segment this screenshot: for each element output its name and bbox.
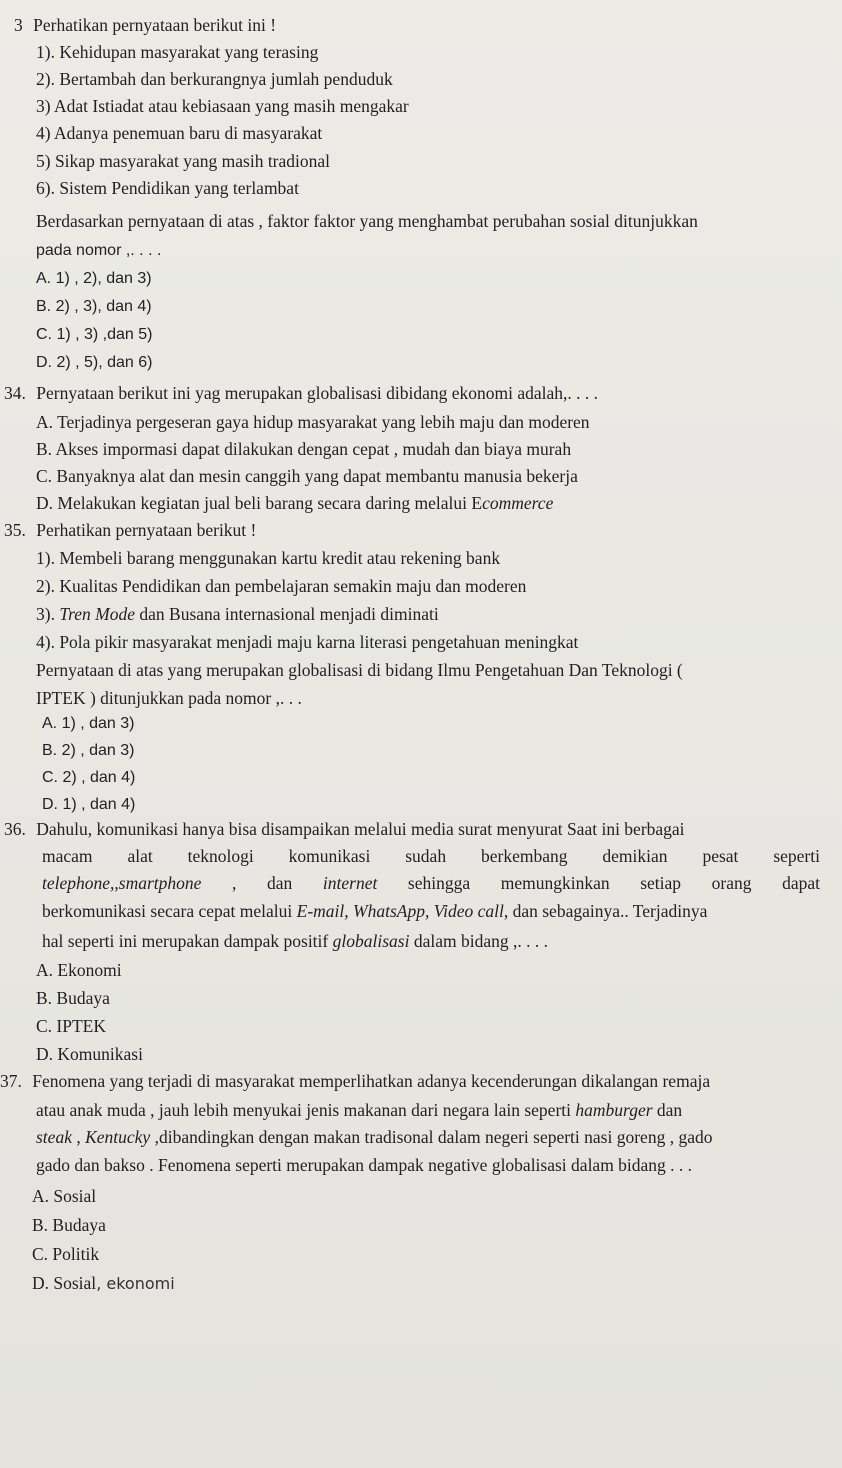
statement-item: 3) Adat Istiadat atau kebiasaan yang masih mengakar xyxy=(36,96,409,116)
question-text: berkomunikasi secara cepat melalui E-mail, WhatsApp, Video call, dan sebagainya.. Terjadinya xyxy=(42,901,708,921)
question-number: 3 xyxy=(14,15,23,35)
statement-item: 6). Sistem Pendidikan yang terlambat xyxy=(36,178,299,198)
option-a: A. 1) , 2), dan 3) xyxy=(36,270,152,287)
question-title: Pernyataan berikut ini yag merupakan globalisasi dibidang ekonomi adalah,. . . . xyxy=(36,383,599,403)
option-a: A. Terjadinya pergeseran gaya hidup masyarakat yang lebih maju dan moderen xyxy=(36,412,590,432)
question-text: Fenomena yang terjadi di masyarakat memperlihatkan adanya kecenderungan dikalangan remaja xyxy=(32,1071,711,1091)
option-c: C. 1) , 3) ,dan 5) xyxy=(36,326,153,343)
option-d: D. Melakukan kegiatan jual beli barang secara daring melalui Ecommerce xyxy=(36,493,554,513)
option-d: D. Sosial, ekonomi xyxy=(32,1273,175,1293)
question-text: Dahulu, komunikasi hanya bisa disampaikan melalui media surat menyurat Saat ini berbagai xyxy=(36,819,685,839)
option-b: B. 2) , 3), dan 4) xyxy=(36,298,152,315)
question-text: steak , Kentucky ,dibandingkan dengan makan tradisonal dalam negeri seperti nasi goreng , gado xyxy=(36,1127,713,1147)
option-c: C. Politik xyxy=(32,1244,100,1264)
statement-item: 1). Membeli barang menggunakan kartu kredit atau rekening bank xyxy=(36,548,501,568)
question-number: 36. xyxy=(4,819,26,839)
option-c: C. Banyaknya alat dan mesin canggih yang dapat membantu manusia bekerja xyxy=(36,466,578,486)
question-title: Perhatikan pernyataan berikut ! xyxy=(36,520,257,540)
question-text: IPTEK ) ditunjukkan pada nomor ,. . . xyxy=(36,688,302,708)
question-36 xyxy=(4,818,685,840)
option-c: C. 2) , dan 4) xyxy=(42,769,136,786)
statement-item: 4). Pola pikir masyarakat menjadi maju karna literasi pengetahuan meningkat xyxy=(36,632,579,652)
option-a: A. 1) , dan 3) xyxy=(42,715,135,732)
option-b: B. Budaya xyxy=(32,1215,106,1235)
statement-item: 5) Sikap masyarakat yang masih tradional xyxy=(36,151,331,171)
question-text: gado dan bakso . Fenomena seperti merupakan dampak negative globalisasi dalam bidang . . . xyxy=(36,1155,693,1175)
option-b: B. 2) , dan 3) xyxy=(42,742,135,759)
option-a: A. Sosial xyxy=(32,1186,97,1206)
question-text: pada nomor ,. . . . xyxy=(36,242,162,259)
question-33 xyxy=(14,14,276,36)
handwritten-annotation: , ekonomi xyxy=(96,1274,175,1293)
statement-item: 3). Tren Mode dan Busana internasional menjadi diminati xyxy=(36,604,439,624)
option-b: B. Budaya xyxy=(36,988,110,1008)
option-d: D. 2) , 5), dan 6) xyxy=(36,354,153,371)
statement-item: 4) Adanya penemuan baru di masyarakat xyxy=(36,123,323,143)
statement-item: 2). Kualitas Pendidikan dan pembelajaran semakin maju dan moderen xyxy=(36,576,527,596)
question-35 xyxy=(4,519,256,541)
option-d: D. 1) , dan 4) xyxy=(42,796,136,813)
statement-item: 1). Kehidupan masyarakat yang terasing xyxy=(36,42,319,62)
question-37 xyxy=(0,1070,710,1092)
option-b: B. Akses impormasi dapat dilakukan dengan cepat , mudah dan biaya murah xyxy=(36,439,572,459)
option-a: A. Ekonomi xyxy=(36,960,122,980)
statement-item: 2). Bertambah dan berkurangnya jumlah penduduk xyxy=(36,69,393,89)
question-text: Pernyataan di atas yang merupakan globalisasi di bidang Ilmu Pengetahuan Dan Teknologi ( xyxy=(36,660,683,680)
question-34 xyxy=(4,382,598,404)
option-c: C. IPTEK xyxy=(36,1016,106,1036)
question-title: Perhatikan pernyataan berikut ini ! xyxy=(33,15,277,35)
question-text: telephone,,smartphone , dan internet sehingga memungkinkan setiap orang dapat xyxy=(42,873,820,893)
option-d: D. Komunikasi xyxy=(36,1044,143,1064)
question-text: Berdasarkan pernyataan di atas , faktor faktor yang menghambat perubahan sosial ditunjukkan xyxy=(36,211,698,231)
question-text: hal seperti ini merupakan dampak positif globalisasi dalam bidang ,. . . . xyxy=(42,931,548,951)
question-text: atau anak muda , jauh lebih menyukai jenis makanan dari negara lain seperti hamburger dan xyxy=(36,1100,683,1120)
question-number: 34. xyxy=(4,383,26,403)
question-text: macam alat teknologi komunikasi sudah berkembang demikian pesat seperti xyxy=(42,846,820,866)
question-number: 35. xyxy=(4,520,26,540)
question-number: 37. xyxy=(0,1071,22,1091)
